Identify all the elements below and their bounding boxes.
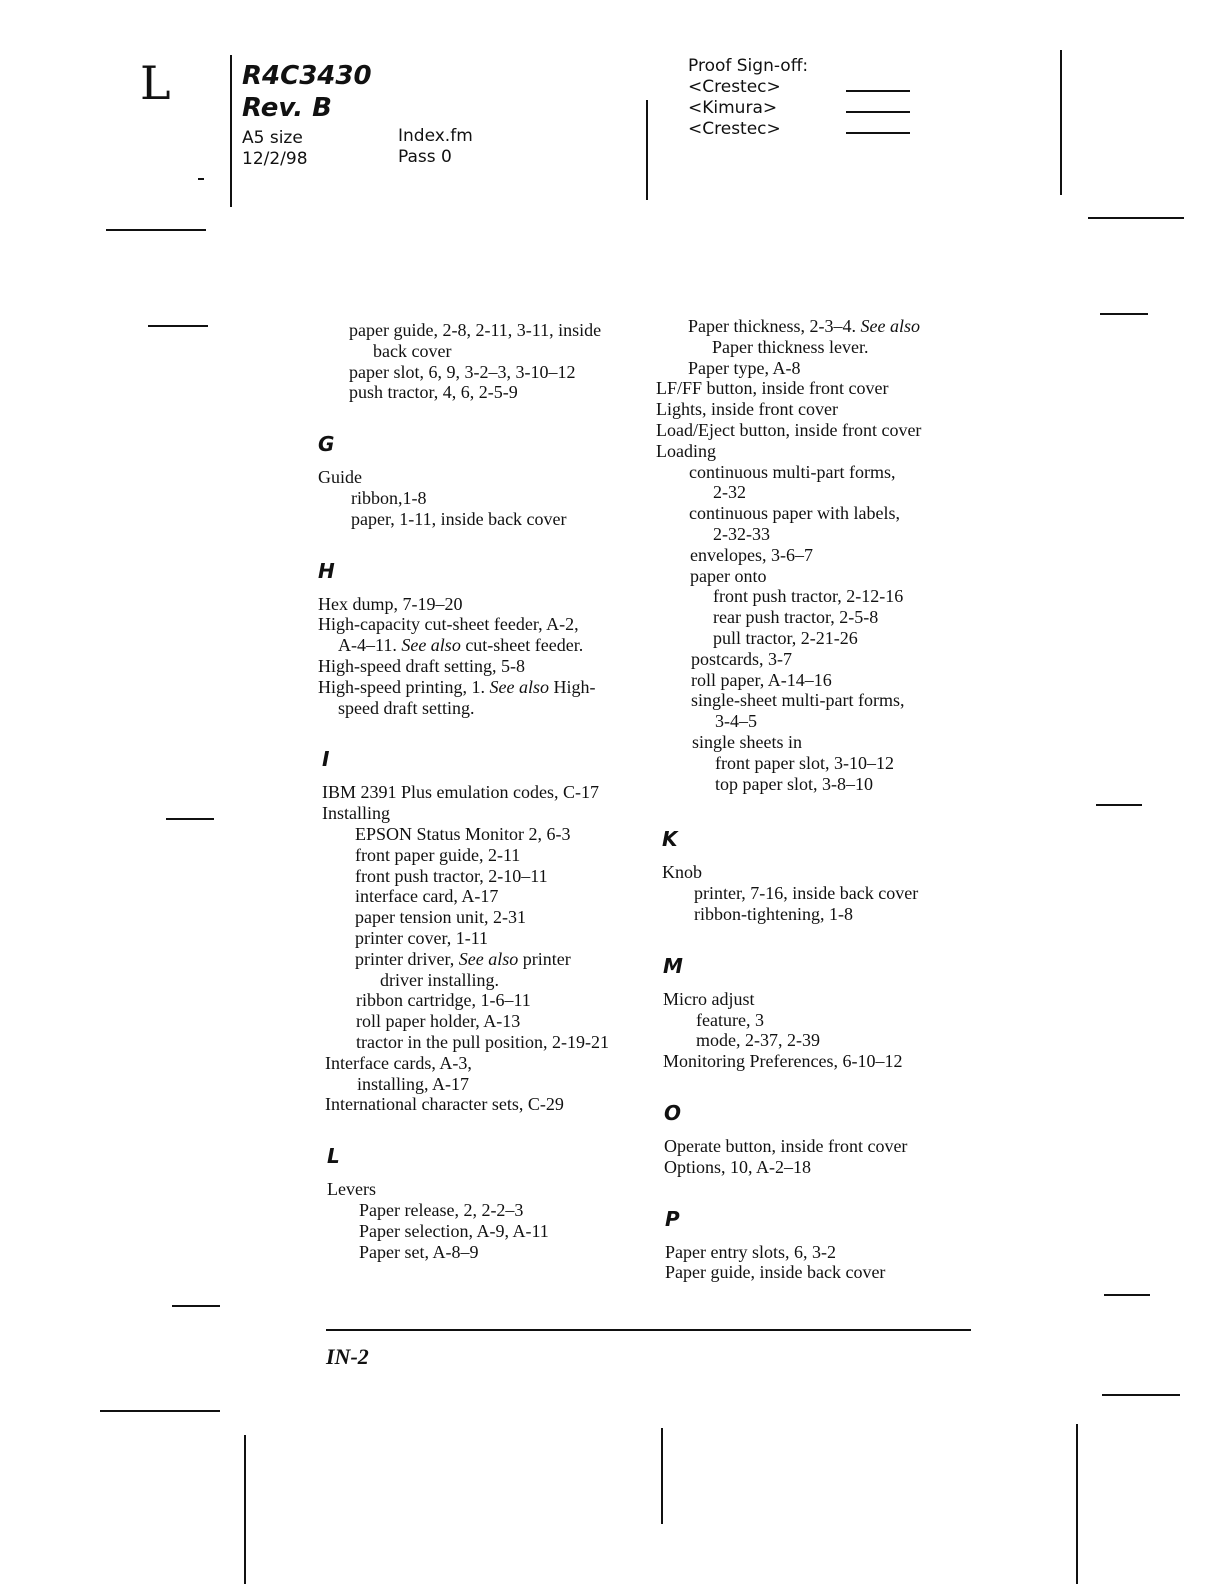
crop-mark — [100, 1410, 220, 1412]
proof-signoff — [688, 56, 808, 140]
index-entry: Paper thickness, 2-3–4. See also — [688, 316, 920, 336]
index-entry: installing, A-17 — [357, 1073, 469, 1094]
file-name: Index.fm — [398, 126, 473, 146]
section-letter-m: M — [663, 953, 683, 978]
crop-mark — [1102, 1394, 1180, 1396]
index-entry: ribbon,1-8 — [351, 487, 427, 508]
index-entry: Paper entry slots, 6, 3-2 — [665, 1241, 836, 1262]
corner-letter: L — [140, 56, 171, 110]
index-entry: interface card, A-17 — [355, 886, 499, 907]
index-entry: EPSON Status Monitor 2, 6-3 — [355, 823, 571, 844]
index-entry: Operate button, inside front cover — [664, 1135, 908, 1156]
crop-mark — [1096, 804, 1142, 806]
index-entry: printer, 7-16, inside back cover — [694, 883, 919, 904]
index-entry: feature, 3 — [696, 1009, 764, 1030]
crop-mark — [244, 1435, 246, 1584]
header-code-block — [242, 60, 372, 124]
crop-mark — [1088, 217, 1184, 219]
index-entry: printer driver, See also printer — [355, 948, 571, 969]
proof-entry: <Crestec> — [688, 77, 781, 97]
index-entry: envelopes, 3-6–7 — [690, 544, 813, 565]
index-entry: 2-32-33 — [713, 523, 770, 544]
proof-title: Proof Sign-off: — [688, 56, 809, 76]
index-column-left — [318, 320, 648, 1262]
index-entry: Paper release, 2, 2-2–3 — [359, 1199, 524, 1220]
index-entry: ribbon cartridge, 1-6–11 — [356, 990, 531, 1011]
index-entry: Micro adjust — [663, 988, 755, 1009]
index-entry: continuous paper with labels, — [689, 503, 900, 524]
page-size: A5 size — [242, 128, 303, 148]
index-entry: paper, 1-11, inside back cover — [351, 508, 567, 529]
revision: Rev. B — [242, 93, 332, 123]
index-entry: back cover — [373, 340, 452, 361]
page-number: IN-2 — [326, 1344, 369, 1369]
signature-line — [846, 132, 910, 134]
header-file-pass — [398, 126, 473, 168]
proof-entry: <Crestec> — [688, 119, 781, 139]
crop-mark — [198, 178, 204, 180]
index-entry: High-speed draft setting, 5-8 — [318, 655, 525, 676]
crop-mark — [1076, 1424, 1078, 1584]
signature-line — [846, 111, 910, 113]
index-entry: pull tractor, 2-21-26 — [713, 627, 858, 648]
document-code: R4C3430 — [242, 61, 372, 91]
index-entry: Paper guide, inside back cover — [665, 1262, 886, 1283]
crop-mark — [1104, 1294, 1150, 1296]
index-entry: Options, 10, A-2–18 — [664, 1156, 812, 1177]
index-entry: 2-32 — [713, 482, 746, 503]
section-letter-k: K — [662, 827, 678, 852]
index-entry: continuous multi-part forms, — [689, 461, 896, 482]
index-entry: paper guide, 2-8, 2-11, 3-11, inside — [349, 320, 602, 340]
index-entry: Guide — [318, 467, 362, 488]
crop-mark — [166, 818, 214, 820]
index-entry: driver installing. — [380, 969, 499, 990]
index-entry: tractor in the pull position, 2-19-21 — [356, 1031, 609, 1052]
index-column-right — [656, 316, 976, 1283]
index-entry: A-4–11. See also cut-sheet feeder. — [338, 635, 584, 656]
proof-entry: <Kimura> — [688, 98, 778, 118]
index-entry: IBM 2391 Plus emulation codes, C-17 — [322, 782, 599, 803]
section-letter-p: P — [665, 1206, 680, 1231]
index-entry: top paper slot, 3-8–10 — [715, 773, 873, 794]
index-entry: Lights, inside front cover — [656, 399, 838, 420]
index-entry: LF/FF button, inside front cover — [656, 378, 889, 399]
index-entry: Installing — [322, 803, 390, 824]
index-entry: Paper thickness lever. — [712, 336, 869, 357]
crop-mark — [661, 1428, 663, 1524]
index-entry: Levers — [327, 1179, 376, 1200]
index-entry: printer cover, 1-11 — [355, 927, 489, 948]
index-entry: front push tractor, 2-12-16 — [713, 586, 904, 607]
index-entry: front paper guide, 2-11 — [355, 844, 521, 865]
index-entry: roll paper holder, A-13 — [356, 1011, 521, 1032]
index-entry: roll paper, A-14–16 — [691, 669, 832, 690]
index-entry: postcards, 3-7 — [691, 648, 792, 669]
pass: Pass 0 — [398, 147, 452, 167]
signature-line — [846, 90, 910, 92]
index-entry: Hex dump, 7-19–20 — [318, 593, 463, 614]
footer-rule — [326, 1329, 971, 1331]
section-letter-g: G — [318, 432, 335, 457]
index-entry: 3-4–5 — [715, 711, 757, 732]
header-size-date — [242, 128, 308, 170]
index-entry: Load/Eject button, inside front cover — [656, 419, 922, 440]
section-letter-o: O — [664, 1100, 682, 1125]
section-letter-h: H — [318, 558, 335, 583]
index-entry: single-sheet multi-part forms, — [691, 690, 905, 711]
index-entry: paper onto — [690, 565, 767, 586]
index-entry: speed draft setting. — [338, 697, 475, 718]
index-entry: paper slot, 6, 9, 3-2–3, 3-10–12 — [349, 361, 576, 382]
index-entry: mode, 2-37, 2-39 — [696, 1030, 820, 1051]
index-entry: Monitoring Preferences, 6-10–12 — [663, 1051, 903, 1072]
index-entry: single sheets in — [692, 731, 802, 752]
index-entry: High-speed printing, 1. See also High- — [318, 676, 596, 697]
index-entry: paper tension unit, 2-31 — [355, 907, 526, 928]
index-entry: Paper selection, A-9, A-11 — [359, 1220, 549, 1241]
index-entry: front paper slot, 3-10–12 — [715, 752, 894, 773]
index-entry: Loading — [656, 440, 716, 461]
index-entry: Paper type, A-8 — [688, 357, 801, 378]
index-entry: International character sets, C-29 — [325, 1094, 564, 1115]
index-entry: High-capacity cut-sheet feeder, A-2, — [318, 614, 579, 635]
index-entry: Interface cards, A-3, — [325, 1052, 472, 1073]
date: 12/2/98 — [242, 149, 308, 169]
section-letter-i: I — [322, 747, 330, 772]
index-entry: ribbon-tightening, 1-8 — [694, 903, 853, 924]
crop-mark — [148, 325, 208, 327]
index-entry: front push tractor, 2-10–11 — [355, 865, 548, 886]
header-divider-left — [230, 55, 232, 207]
index-entry: push tractor, 4, 6, 2-5-9 — [349, 382, 518, 403]
crop-mark — [172, 1305, 220, 1307]
crop-mark — [106, 229, 206, 231]
section-letter-l: L — [327, 1144, 340, 1169]
crop-mark — [1100, 313, 1148, 315]
header-divider-mid — [646, 100, 648, 200]
index-entry: Paper set, A-8–9 — [359, 1241, 479, 1262]
crop-mark-top-right — [1060, 50, 1062, 195]
index-entry: rear push tractor, 2-5-8 — [713, 607, 879, 628]
index-entry: Knob — [662, 862, 702, 883]
